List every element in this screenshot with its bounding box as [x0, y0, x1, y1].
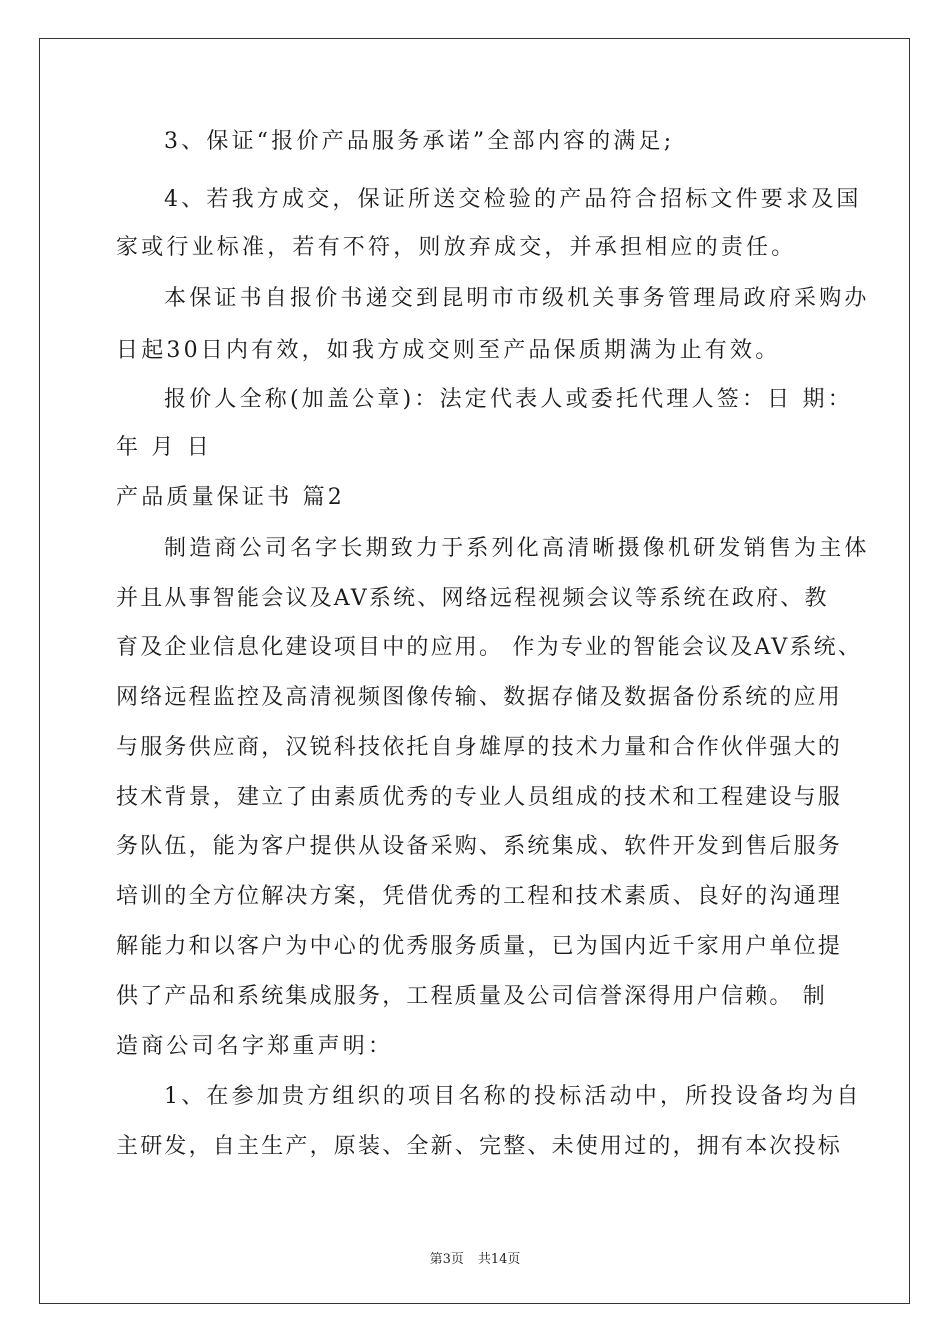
- page-border: [39, 38, 910, 1304]
- text-line: 并且从事智能会议及AV系统、网络远程视频会议等系统在政府、教: [116, 586, 829, 611]
- text-line: 1、在参加贵方组织的项目名称的投标活动中，所投设备均为自: [164, 1084, 862, 1109]
- text-line: 技术背景，建立了由素质优秀的专业人员组成的技术和工程建设与服: [116, 785, 843, 810]
- text-line: 解能力和以客户为中心的优秀服务质量，已为国内近千家用户单位提: [116, 934, 843, 959]
- text-line: 主研发，自主生产，原装、全新、完整、未使用过的，拥有本次投标: [116, 1134, 843, 1159]
- text-line: 网络远程监控及高清视频图像传输、数据存储及数据备份系统的应用: [116, 685, 843, 710]
- page-total: 共14页: [477, 1252, 521, 1267]
- text-line: 供了产品和系统集成服务，工程质量及公司信誉深得用户信赖。 制: [116, 984, 827, 1009]
- text-line: 培训的全方位解决方案，凭借优秀的工程和技术素质、良好的沟通理: [116, 884, 843, 909]
- text-line: 务队伍，能为客户提供从设备采购、系统集成、软件开发到售后服务: [116, 834, 843, 859]
- page-footer: [0, 1248, 950, 1267]
- page-number: 第3页: [429, 1252, 464, 1267]
- text-line: 年 月 日: [116, 435, 212, 460]
- text-line: 本保证书自报价书递交到昆明市市级机关事务管理局政府采购办: [164, 286, 870, 311]
- text-line: 育及企业信息化建设项目中的应用。 作为专业的智能会议及AV系统、: [116, 635, 863, 660]
- text-line: 3、保证“报价产品服务承诺”全部内容的满足;: [164, 129, 675, 154]
- text-line: 报价人全称(加盖公章)：法定代表人或委托代理人签：日 期：: [164, 387, 853, 412]
- text-line: 造商公司名字郑重声明：: [116, 1034, 394, 1059]
- text-line: 与服务供应商，汉锐科技依托自身雄厚的技术力量和合作伙伴强大的: [116, 735, 843, 760]
- text-line: 制造商公司名字长期致力于系列化高清晰摄像机研发销售为主体: [164, 536, 870, 561]
- text-line: 家或行业标准，若有不符，则放弃成交，并承担相应的责任。: [116, 235, 797, 260]
- text-line: 日起30日内有效，如我方成交则至产品保质期满为止有效。: [116, 338, 781, 363]
- section-heading: 产品质量保证书 篇2: [116, 485, 345, 510]
- text-line: 4、若我方成交，保证所送交检验的产品符合招标文件要求及国: [164, 187, 862, 212]
